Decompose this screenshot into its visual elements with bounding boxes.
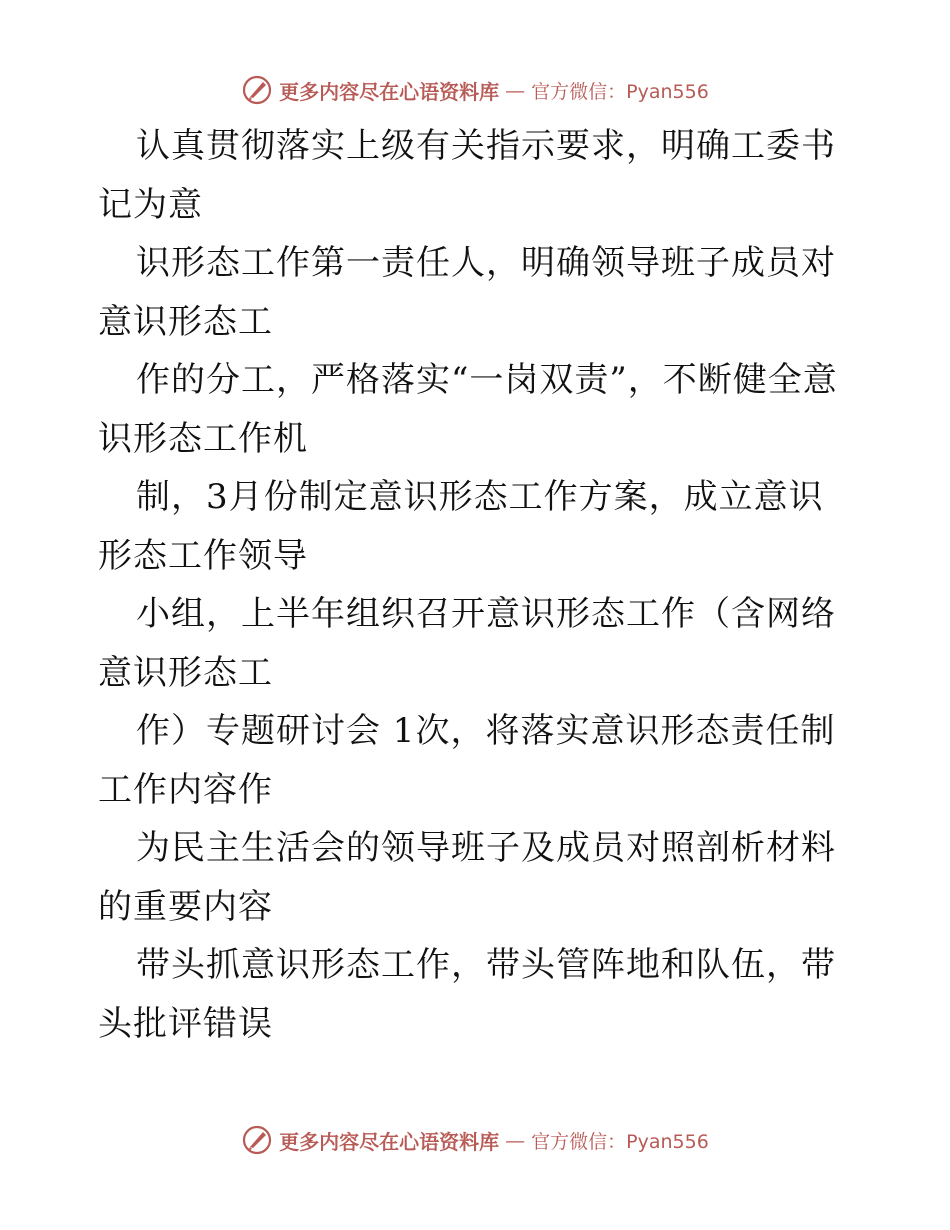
paragraph: 作的分工，严格落实“一岗双责”，不断健全意识形态工作机	[98, 360, 838, 459]
paragraph: 制，3月份制定意识形态工作方案，成立意识形态工作领导	[98, 477, 824, 576]
watermark-wechat-text: 官方微信：Pyan556	[531, 1130, 709, 1153]
paragraph: 认真贯彻落实上级有关指示要求，明确工委书记为意	[98, 126, 836, 225]
paragraph: 作）专题研讨会 1次，将落实意识形态责任制工作内容作	[98, 711, 836, 810]
watermark-main-text: 更多内容尽在心语资料库	[279, 79, 500, 104]
watermark-wechat-text: 官方微信：Pyan556	[531, 80, 709, 103]
quill-circle-icon	[241, 1124, 273, 1156]
header-watermark	[0, 70, 950, 110]
watermark-dash: —	[505, 78, 526, 102]
paragraph: 识形态工作第一责任人，明确领导班子成员对意识形态工	[98, 243, 836, 342]
paragraph: 小组，上半年组织召开意识形态工作（含网络意识形态工	[98, 594, 836, 693]
watermark-main-text: 更多内容尽在心语资料库	[279, 1129, 500, 1154]
paragraph: 为民主生活会的领导班子及成员对照剖析材料的重要内容	[98, 828, 836, 927]
watermark-dash: —	[505, 1128, 526, 1152]
paragraph: 带头抓意识形态工作，带头管阵地和队伍，带头批评错误	[98, 945, 836, 1044]
document-body	[98, 117, 858, 1053]
footer-watermark	[0, 1120, 950, 1160]
quill-circle-icon	[241, 74, 273, 106]
